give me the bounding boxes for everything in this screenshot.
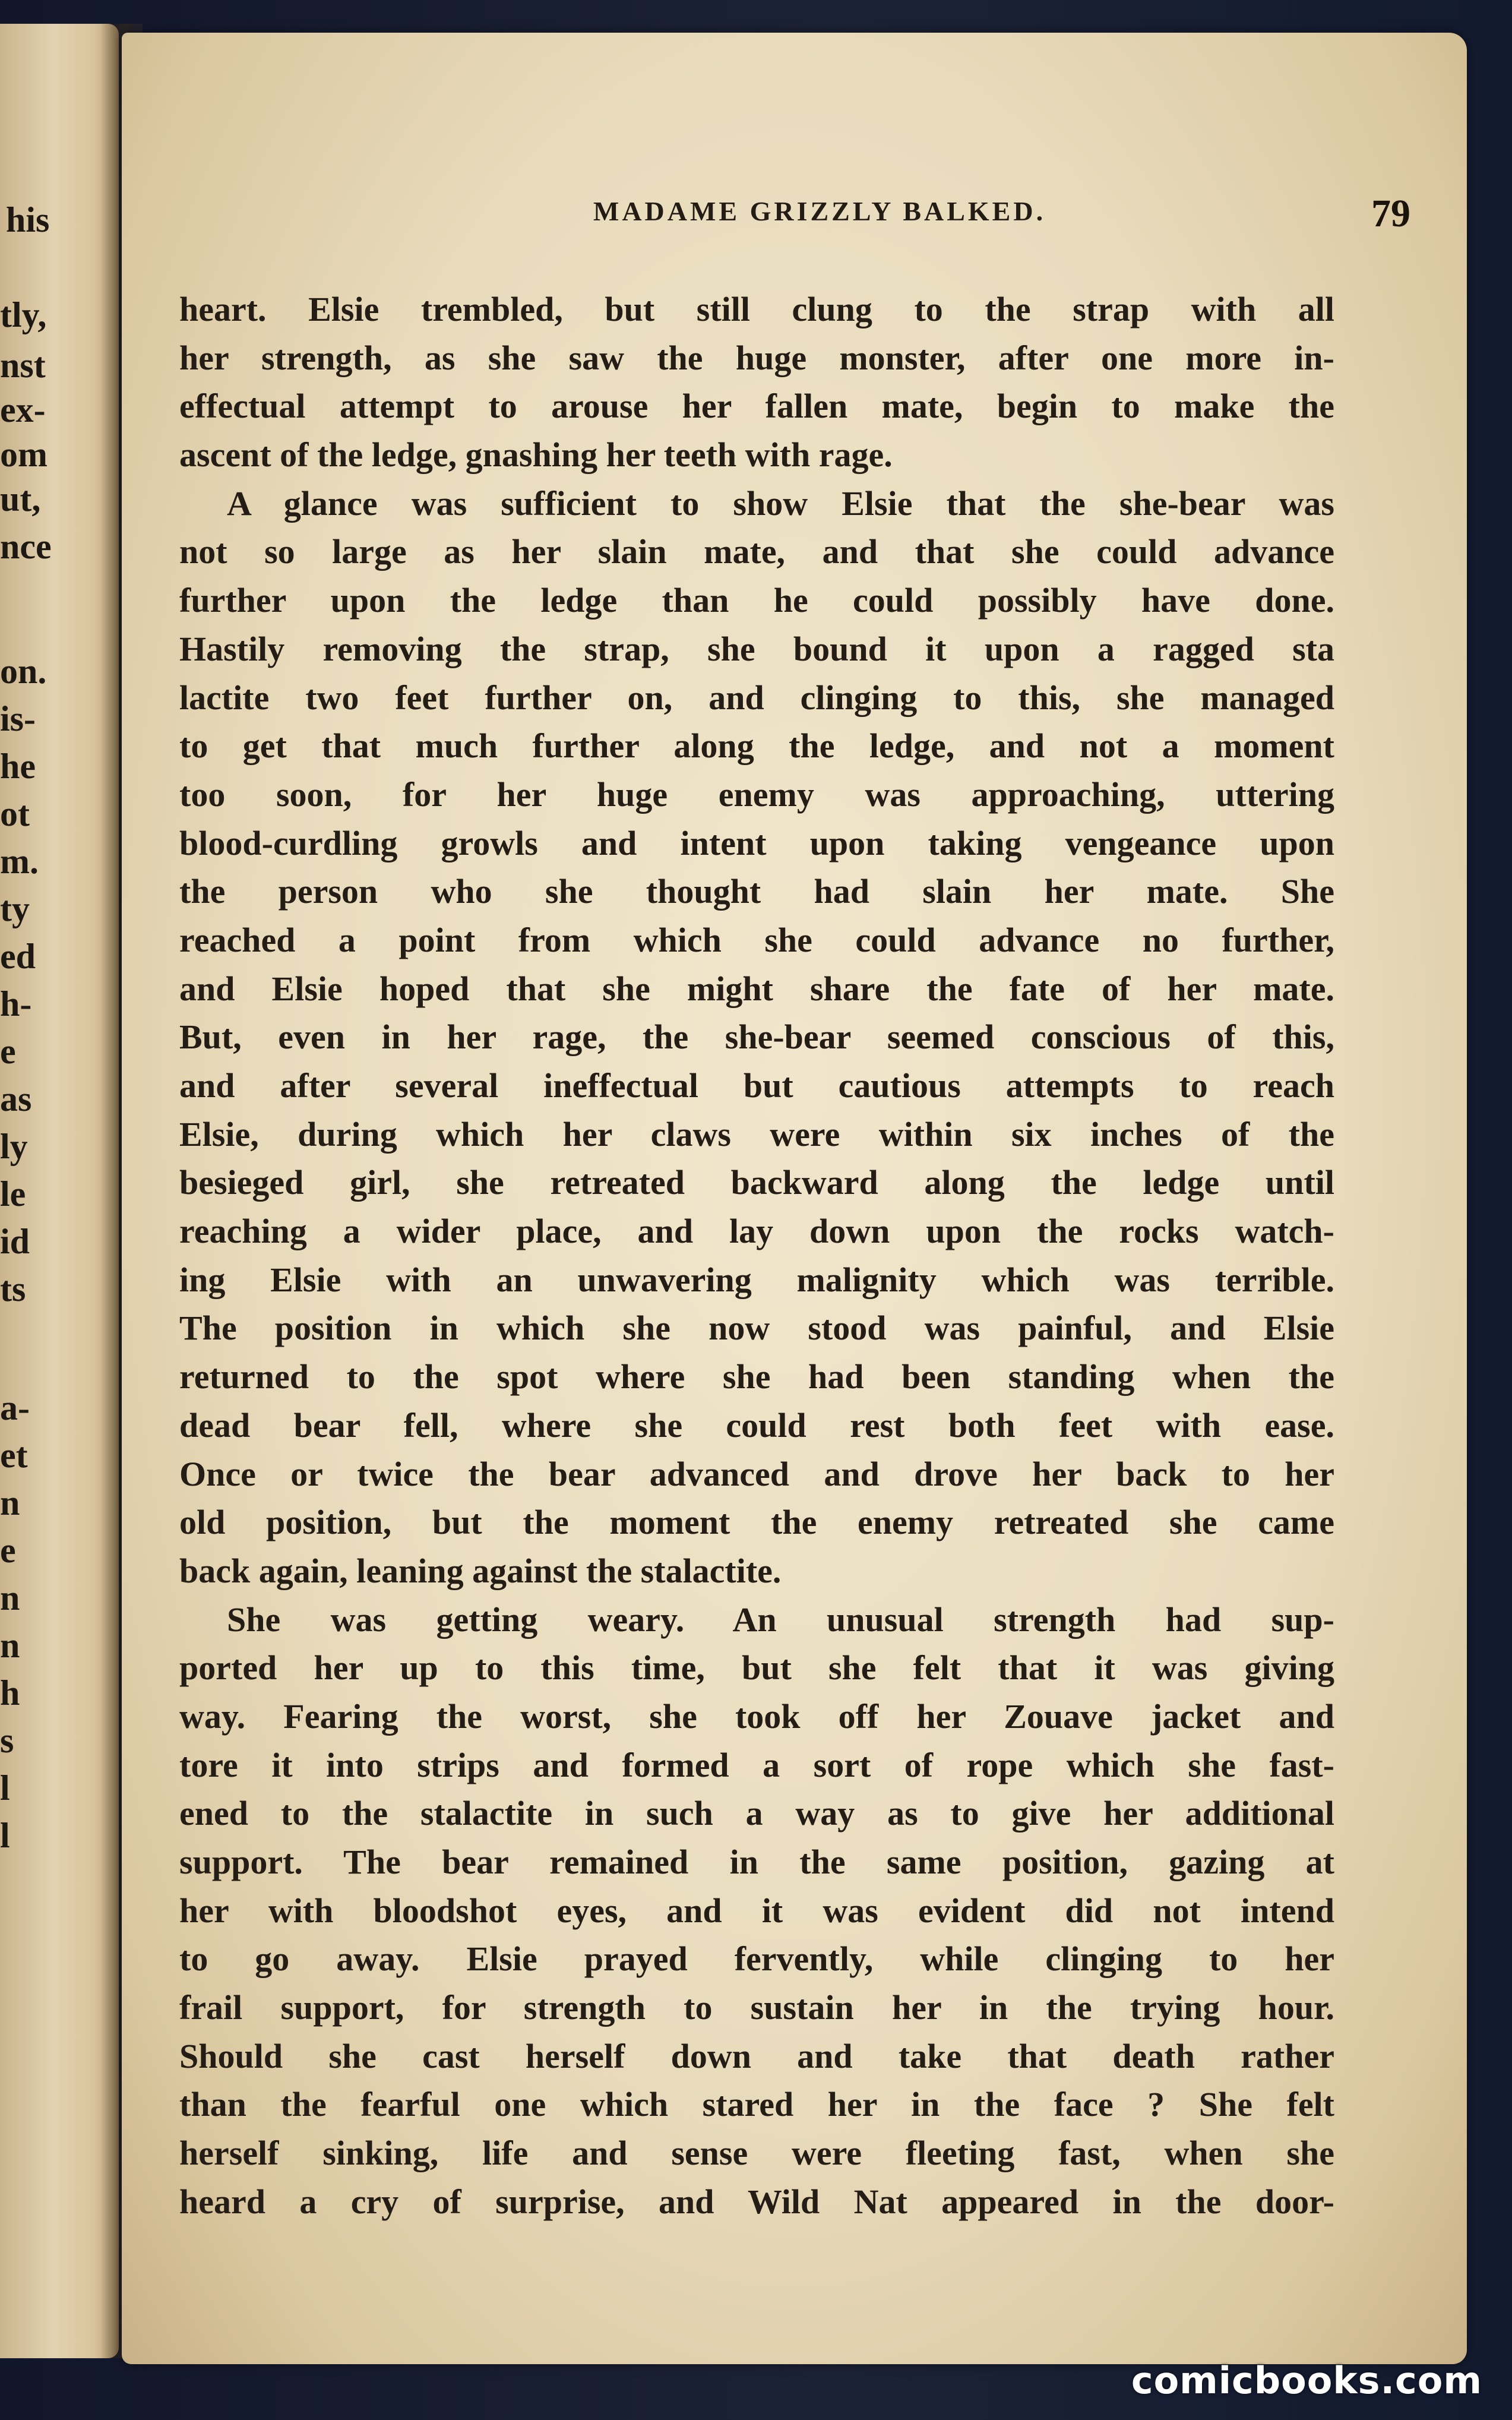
text-line: But, even in her rage, the she-bear seemed conscious of this, [179,1018,1334,1057]
facing-page-fragment: et [0,1436,28,1475]
facing-page-fragment: s [0,1721,14,1760]
text-line: ported her up to this time, but she felt that it was giving [179,1648,1334,1688]
text-line: than the fearful one which stared her in the face ? She felt [179,2085,1334,2124]
facing-page-fragment: he [0,747,36,786]
running-head: MADAME GRIZZLY BALKED. [593,196,1046,226]
facing-page-fragment: nce [0,527,52,566]
facing-page-fragment: l [0,1816,10,1855]
text-line: The position in which she now stood was painful, and Elsie [179,1309,1334,1348]
text-line: dead bear fell, where she could rest both feet with ease. [179,1405,1334,1445]
facing-page-fragment: nst [0,346,46,385]
book-page [122,33,1467,2364]
text-line: and after several ineffectual but cautious attempts to reach [179,1066,1334,1105]
text-line: reaching a wider place, and lay down upon the rocks watch- [179,1212,1334,1251]
facing-page-fragment: e [0,1531,16,1570]
text-line: frail support, for strength to sustain her in the trying hour. [179,1988,1334,2027]
text-line: heard a cry of surprise, and Wild Nat appeared in the door- [179,2182,1334,2221]
text-line: lactite two feet further on, and clinging to this, she managed [179,678,1334,717]
facing-page-fragment: n [0,1578,20,1617]
facing-page-fragment: his [6,200,50,239]
facing-page-fragment: as [0,1079,32,1119]
facing-page-fragment: a- [0,1388,30,1427]
page-number: 79 [1371,192,1410,235]
text-line: Hastily removing the strap, she bound it upon a ragged sta [179,629,1334,668]
facing-page-fragment: ty [0,889,30,928]
text-line: her strength, as she saw the huge monster, after one more in- [179,338,1334,377]
facing-page-fragment: is- [0,699,36,738]
text-line: ened to the stalactite in such a way as to give her additional [179,1794,1334,1833]
facing-page-fragment: l [0,1768,10,1808]
facing-page-fragment: le [0,1174,26,1214]
text-line: herself sinking, life and sense were fleeting fast, when she [179,2134,1334,2173]
facing-page-fragment: om [0,435,48,474]
text-line: further upon the ledge than he could possibly have done. [179,581,1334,620]
text-line: effectual attempt to arouse her fallen mate, begin to make the [179,387,1334,426]
text-line: back again, leaning against the stalactite. [179,1551,782,1590]
text-line: her with bloodshot eyes, and it was evident did not intend [179,1891,1334,1930]
text-line: Once or twice the bear advanced and drove her back to her [179,1454,1334,1493]
facing-page-fragment: ut, [0,479,41,519]
page-header [122,194,1467,242]
text-line: reached a point from which she could advance no further, [179,920,1334,959]
facing-page-fragment: tly, [0,295,47,334]
text-line: Should she cast herself down and take that death rather [179,2036,1334,2075]
text-line: ing Elsie with an unwavering malignity which was terrible. [179,1260,1334,1299]
text-line: A glance was sufficient to show Elsie that the she-bear was [227,484,1334,523]
facing-page-fragment: e [0,1032,16,1071]
text-line: to go away. Elsie prayed fervently, while clinging to her [179,1939,1334,1979]
text-line: besieged girl, she retreated backward along the ledge until [179,1163,1334,1202]
text-line: too soon, for her huge enemy was approaching, uttering [179,775,1334,814]
text-line: ascent of the ledge, gnashing her teeth with rage. [179,435,893,475]
text-line: way. Fearing the worst, she took off her Zouave jacket and [179,1696,1334,1736]
text-line: returned to the spot where she had been standing when the [179,1357,1334,1397]
facing-page-fragment: on. [0,652,47,691]
text-line: Elsie, during which her claws were within six inches of the [179,1114,1334,1154]
body-text [179,285,1334,2226]
facing-page-fragment: ot [0,794,30,833]
facing-page-fragment: h [0,1673,20,1713]
site-watermark: comicbooks.com [1131,2359,1482,2402]
text-line: heart. Elsie trembled, but still clung to the strap with all [179,290,1334,328]
facing-page-fragment: ex- [0,390,46,429]
facing-page-fragment: n [0,1626,20,1665]
facing-page-fragment: id [0,1222,30,1261]
text-line: and Elsie hoped that she might share the fate of her mate. [179,969,1334,1008]
text-line: to get that much further along the ledge, and not a moment [179,726,1334,766]
text-line: blood-curdling growls and intent upon taking vengeance upon [179,823,1334,863]
facing-page-fragment: ts [0,1269,26,1309]
text-line: support. The bear remained in the same position, gazing at [179,1843,1334,1881]
facing-page-fragment: ed [0,937,36,976]
text-line: the person who she thought had slain her mate. She [179,872,1334,911]
facing-page-fragment: h- [0,984,32,1023]
facing-page-fragment: n [0,1483,20,1522]
facing-page-fragment: ly [0,1127,28,1166]
facing-page-fragment: m. [0,842,39,881]
text-line: tore it into strips and formed a sort of rope which she fast- [179,1745,1334,1784]
text-line: She was getting weary. An unusual strength had sup- [227,1600,1334,1639]
text-line: old position, but the moment the enemy retreated she came [179,1503,1334,1542]
text-line: not so large as her slain mate, and that she could advance [179,532,1334,571]
